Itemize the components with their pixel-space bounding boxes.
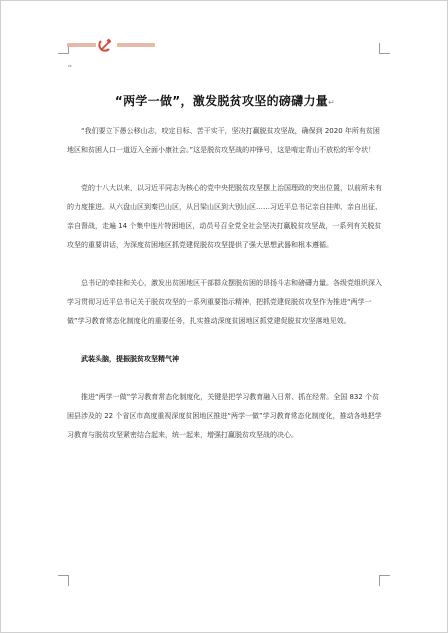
hammer-and-sickle-icon: [98, 38, 113, 52]
header-bar-right: [117, 43, 155, 47]
crop-mark-top-right: [379, 43, 390, 54]
document-title[interactable]: [66, 92, 384, 109]
paragraph-4: 推进“两学一做”学习教育常态化制度化，关键是把学习教育融入日常、抓在经常。全国 832 个贫困县涉及的 22 个省区市高度重视深度贫困地区推进“两学一做”学习教育常态化制度化，推动各地把学习教育与脱贫攻坚紧密结合起来，统一起来，增强打赢脱贫攻坚战的决心。: [67, 393, 382, 439]
document-title-text: “两学一做”，激发脱贫攻坚的磅礴力量: [114, 94, 329, 108]
header-bar-left: [67, 43, 96, 47]
sub-heading: 武装头脑，提振脱贫攻坚精气神: [81, 355, 179, 363]
document-body[interactable]: [67, 122, 383, 445]
paragraph-3: 总书记的牵挂和关心，激发出贫困地区干部群众摆脱贫困的昂扬斗志和磅礴力量。各级党组织深入学习贯彻习近平总书记关于脱贫攻坚的一系列重要指示精神，把抓党建促脱贫攻坚作为推进“两学一做”学习教育常态化制度化的重要任务，扎实推动深度贫困地区抓党建促脱贫攻坚落地见效。: [67, 279, 382, 325]
line-marker: '': [68, 64, 72, 72]
paragraph-1: “我们要立下愚公移山志，咬定目标、苦干实干，坚决打赢脱贫攻坚战，确保到 2020 年所有贫困地区和贫困人口一道迈入全面小康社会。”这是脱贫攻坚战的冲锋号，这是啃定青山不放松的军令状！: [67, 127, 380, 154]
paragraph-mark: ↵: [328, 98, 336, 107]
paragraph-2: 党的十八大以来，以习近平同志为核心的党中央把脱贫攻坚摆上治国理政的突出位置，以前所未有的力度推进。从六盘山区到秦巴山区，从吕梁山区到大别山区……习近平总书记亲自挂帅、亲自出征、亲自督战，走遍 14 个集中连片特困地区，动员号召全党全社会坚决打赢脱贫攻坚战，一系列有关脱贫攻坚的重要讲话，为深度贫困地区抓党建促脱贫攻坚提供了强大思想武器和根本遵循。: [67, 184, 382, 249]
crop-mark-bottom-left: [58, 575, 69, 586]
crop-mark-bottom-right: [379, 575, 390, 586]
header-decoration: [67, 38, 155, 52]
